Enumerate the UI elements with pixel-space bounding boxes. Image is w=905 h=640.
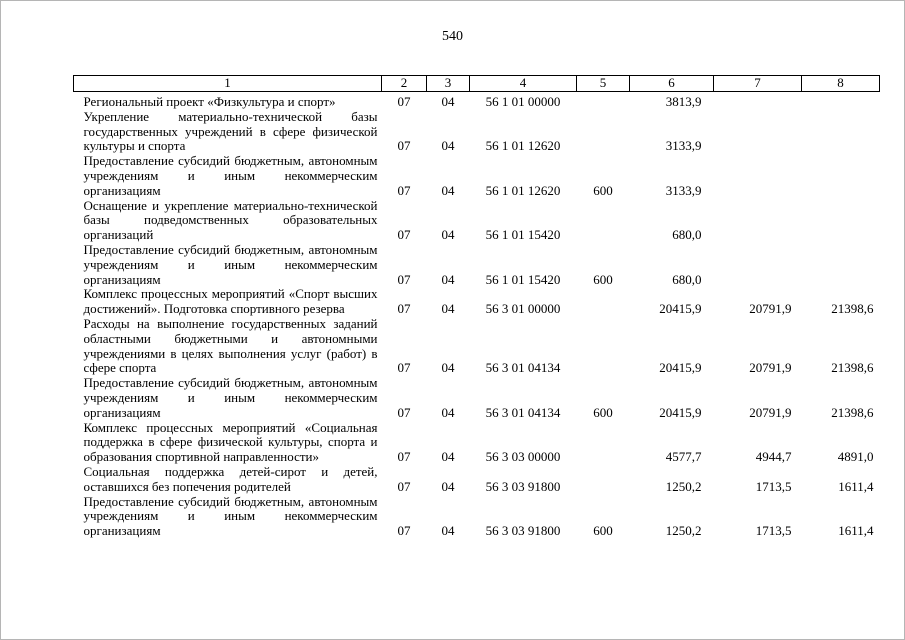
- cell-col3: 04: [441, 523, 455, 539]
- cell-col4: 56 1 01 12620: [485, 138, 561, 154]
- cell-name: Укрепление материально-технической базы государственных учреждений в сфере физической культуры и спорта: [83, 108, 378, 154]
- cell-col2: 07: [397, 271, 411, 287]
- cell-col4: 56 1 01 15420: [485, 271, 561, 287]
- cell-col8: [802, 243, 880, 287]
- cell-col5: 600: [593, 523, 613, 539]
- cell-name: Предоставление субсидий бюджетным, автономным учреждениям и иным некоммерческим организациям: [83, 493, 378, 539]
- cell-col8: [802, 92, 880, 110]
- cell-col5: 600: [593, 182, 613, 198]
- cell-col6: 3133,9: [665, 182, 702, 198]
- cell-name: Комплекс процессных мероприятий «Социальная поддержка в сфере физической культуры, спорта и образования спортивной направленности»: [83, 419, 378, 465]
- header-cell-2: 2: [382, 76, 427, 92]
- cell-col4: 56 3 03 00000: [485, 449, 561, 465]
- cell-col2: 07: [397, 449, 411, 465]
- cell-col2: 07: [397, 138, 411, 154]
- cell-col4: 56 3 01 00000: [485, 301, 561, 317]
- header-cell-1: 1: [74, 76, 382, 92]
- cell-col3: 04: [441, 138, 455, 154]
- cell-col8: 4891,0: [837, 449, 874, 465]
- cell-col6: 680,0: [672, 271, 702, 287]
- cell-col8: 21398,6: [831, 301, 874, 317]
- cell-name: Расходы на выполнение государственных заданий областными бюджетными и автономными учреждениями в целях выполнения услуг (работ) в сфере спорта: [83, 315, 378, 376]
- cell-col3: 04: [441, 271, 455, 287]
- cell-col3: 04: [441, 301, 455, 317]
- cell-col4: 56 3 03 91800: [485, 478, 561, 494]
- cell-col7: 4944,7: [755, 449, 792, 465]
- cell-col7: [714, 154, 802, 198]
- cell-col7: [714, 243, 802, 287]
- cell-col7: 20791,9: [749, 360, 792, 376]
- table-row: [74, 287, 880, 317]
- cell-col2: 07: [397, 182, 411, 198]
- cell-col2: 07: [397, 94, 411, 109]
- table-row: [74, 92, 880, 110]
- cell-col8: 1611,4: [838, 523, 874, 539]
- cell-col7: [714, 92, 802, 110]
- table-row: [74, 243, 880, 287]
- cell-name: Предоставление субсидий бюджетным, автономным учреждениям и иным некоммерческим организациям: [83, 241, 378, 287]
- table-row: [74, 154, 880, 198]
- table-header-row: [74, 76, 880, 92]
- table-row: [74, 421, 880, 465]
- cell-name: Предоставление субсидий бюджетным, автономным учреждениям и иным некоммерческим организациям: [83, 153, 378, 198]
- cell-col3: 04: [441, 404, 455, 420]
- header-cell-8: 8: [802, 76, 880, 92]
- cell-col8: 21398,6: [831, 404, 874, 420]
- table-row: [74, 465, 880, 495]
- cell-col8: 21398,6: [831, 360, 874, 376]
- cell-col5: [577, 92, 630, 110]
- cell-col6: 20415,9: [659, 404, 702, 420]
- table-row: [74, 495, 880, 539]
- cell-col4: 56 3 03 91800: [485, 523, 561, 539]
- header-cell-6: 6: [630, 76, 714, 92]
- cell-col5: [577, 465, 630, 495]
- cell-col3: 04: [441, 182, 455, 198]
- header-cell-7: 7: [714, 76, 802, 92]
- table-row: [74, 317, 880, 376]
- page-number: 540: [442, 29, 463, 44]
- table-row: [74, 199, 880, 243]
- cell-col7: 20791,9: [749, 301, 792, 317]
- cell-name: Предоставление субсидий бюджетным, автономным учреждениям и иным некоммерческим организациям: [83, 375, 378, 420]
- cell-col6: 1250,2: [665, 478, 702, 494]
- cell-col8: [802, 110, 880, 154]
- cell-col4: 56 1 01 00000: [485, 94, 561, 109]
- cell-col7: 20791,9: [749, 404, 792, 420]
- cell-col6: 20415,9: [659, 301, 702, 317]
- cell-name: Комплекс процессных мероприятий «Спорт высших достижений». Подготовка спортивного резерва: [83, 286, 378, 317]
- cell-col5: [577, 110, 630, 154]
- cell-col7: 1713,5: [755, 478, 792, 494]
- cell-col2: 07: [397, 360, 411, 376]
- cell-col3: 04: [441, 449, 455, 465]
- cell-name: Оснащение и укрепление материально-технической базы подведомственных образовательных организаций: [83, 197, 378, 243]
- table-body: [74, 92, 880, 539]
- cell-col4: 56 1 01 12620: [485, 182, 561, 198]
- cell-col6: 3133,9: [665, 138, 702, 154]
- budget-table: [73, 75, 880, 539]
- cell-col5: [577, 317, 630, 376]
- cell-col5: 600: [593, 404, 613, 420]
- table-row: [74, 376, 880, 420]
- cell-col7: [714, 199, 802, 243]
- cell-col5: [577, 421, 630, 465]
- cell-col8: [802, 154, 880, 198]
- cell-col4: 56 1 01 15420: [485, 227, 561, 243]
- cell-col6: 3813,9: [665, 94, 702, 109]
- cell-col5: [577, 287, 630, 317]
- cell-col7: [714, 110, 802, 154]
- cell-col6: 20415,9: [659, 360, 702, 376]
- cell-col5: [577, 199, 630, 243]
- cell-col3: 04: [441, 360, 455, 376]
- cell-col8: [802, 199, 880, 243]
- cell-col2: 07: [397, 478, 411, 494]
- cell-col3: 04: [441, 227, 455, 243]
- cell-col5: 600: [593, 271, 613, 287]
- cell-col3: 04: [441, 478, 455, 494]
- header-cell-4: 4: [470, 76, 577, 92]
- cell-col4: 56 3 01 04134: [485, 404, 561, 420]
- cell-col4: 56 3 01 04134: [485, 360, 561, 376]
- cell-name: Региональный проект «Физкультура и спорт»: [83, 94, 336, 109]
- cell-col6: 4577,7: [665, 449, 702, 465]
- cell-col2: 07: [397, 523, 411, 539]
- cell-col2: 07: [397, 301, 411, 317]
- cell-col2: 07: [397, 227, 411, 243]
- table-row: [74, 110, 880, 154]
- cell-name: Социальная поддержка детей-сирот и детей, оставшихся без попечения родителей: [83, 463, 378, 494]
- header-cell-5: 5: [577, 76, 630, 92]
- cell-col2: 07: [397, 404, 411, 420]
- cell-col8: 1611,4: [838, 478, 874, 494]
- cell-col6: 1250,2: [665, 523, 702, 539]
- cell-col3: 04: [441, 94, 455, 109]
- cell-col6: 680,0: [672, 227, 702, 243]
- header-cell-3: 3: [427, 76, 470, 92]
- cell-col7: 1713,5: [755, 523, 792, 539]
